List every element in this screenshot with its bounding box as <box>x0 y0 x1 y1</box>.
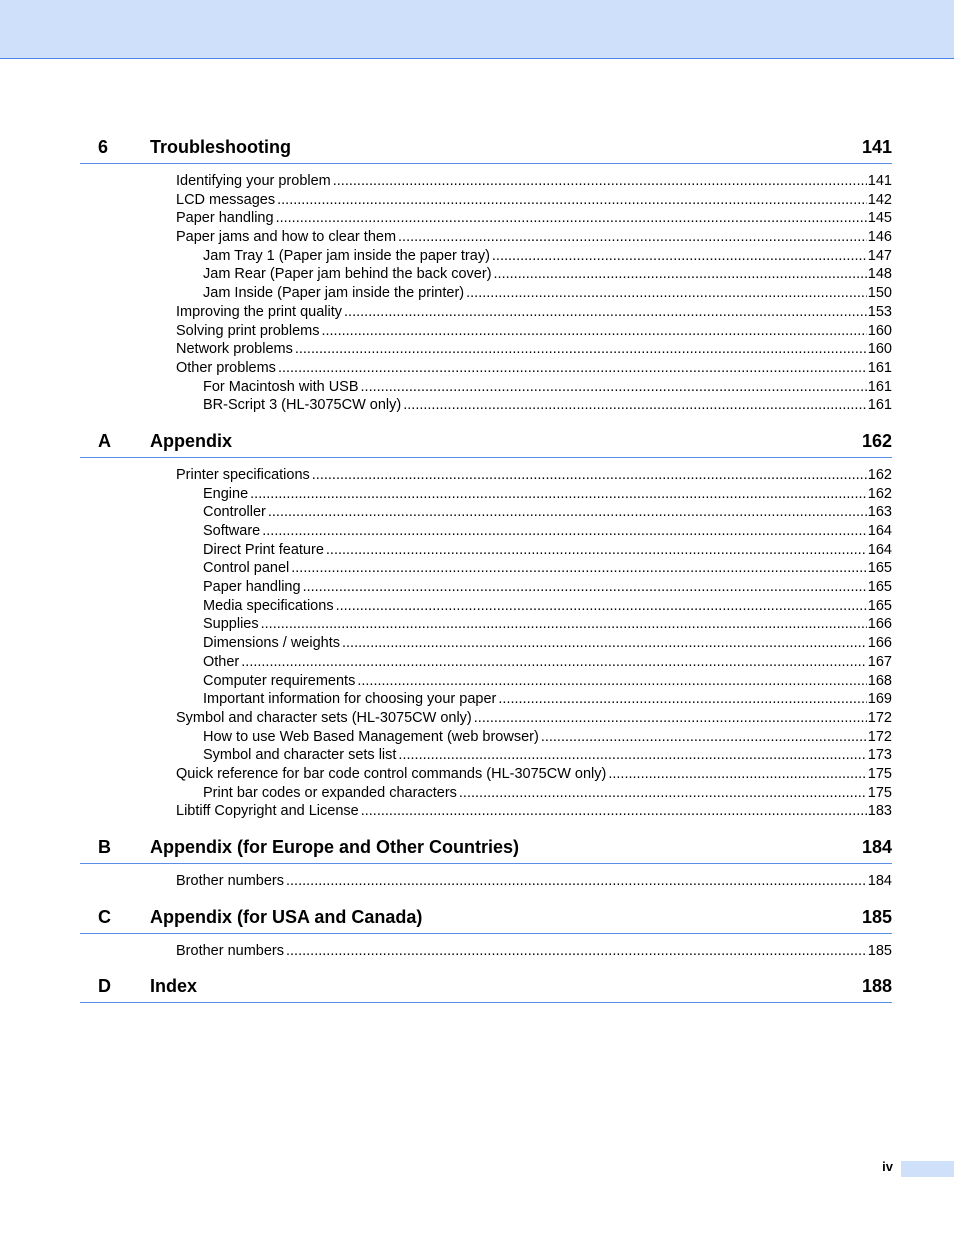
toc-entry-label: Important information for choosing your paper <box>203 691 497 708</box>
dot-leader <box>541 728 867 747</box>
dot-leader <box>494 265 867 284</box>
toc-entry-label: Other problems <box>176 359 276 376</box>
toc-entry-page-number: 165 <box>867 560 892 577</box>
toc-entry-label: Jam Tray 1 (Paper jam inside the paper tray) <box>203 247 490 264</box>
chapter-block <box>80 430 892 821</box>
toc-entry-page-number: 141 <box>867 173 892 189</box>
dot-leader <box>398 746 866 765</box>
toc-entry-label: Quick reference for bar code control commands (HL-3075CW only) <box>176 765 607 782</box>
toc-entry-label: Symbol and character sets (HL-3075CW only) <box>176 709 472 726</box>
entry-list <box>80 864 892 891</box>
dot-leader <box>398 228 867 247</box>
dot-leader <box>361 378 867 397</box>
dot-leader <box>286 942 867 961</box>
toc-entry-page-number: 145 <box>867 210 892 227</box>
chapter-number: 6 <box>98 137 109 157</box>
toc-entry-label: Media specifications <box>203 597 334 614</box>
toc-entry-label: Other <box>203 653 240 670</box>
toc-entry-page-number: 164 <box>867 541 892 558</box>
entry-list <box>80 458 892 821</box>
dot-leader <box>608 765 866 784</box>
chapter-title: Troubleshooting <box>150 137 291 157</box>
toc-entry-page-number: 162 <box>867 466 892 483</box>
toc-entry[interactable] <box>80 396 892 415</box>
toc-entry-label: Network problems <box>176 341 293 358</box>
chapter-block <box>80 975 892 1003</box>
toc-entry-label: LCD messages <box>176 191 276 208</box>
toc-entry[interactable] <box>80 690 892 709</box>
toc-entry[interactable] <box>80 284 892 303</box>
dot-leader <box>361 802 867 821</box>
dot-leader <box>459 784 867 803</box>
chapter-number: A <box>98 430 111 451</box>
dot-leader <box>312 466 867 485</box>
toc-entry-label: Control panel <box>203 560 290 577</box>
toc-entry[interactable] <box>80 209 892 228</box>
chapter-number: B <box>98 837 111 857</box>
toc-entry-label: Engine <box>203 485 249 502</box>
toc-entry-page-number: 160 <box>867 322 892 339</box>
toc-entry-page-number: 168 <box>867 672 892 689</box>
toc-entry[interactable] <box>80 191 892 210</box>
toc-entry[interactable] <box>80 541 892 560</box>
dot-leader <box>342 634 867 653</box>
chapter-page-number: 162 <box>861 430 892 451</box>
toc-entry-label: Jam Rear (Paper jam behind the back cover) <box>203 266 492 283</box>
toc-entry-label: How to use Web Based Management (web browser) <box>203 728 539 745</box>
toc-entry-page-number: 142 <box>867 191 892 208</box>
toc-entry[interactable] <box>80 322 892 341</box>
dot-leader <box>336 597 867 616</box>
toc-entry-page-number: 160 <box>867 341 892 358</box>
chapter-title: Index <box>150 976 198 997</box>
toc-entry[interactable] <box>80 872 892 891</box>
dot-leader <box>286 872 867 891</box>
chapter-number: D <box>98 976 111 997</box>
page-number: iv <box>882 1159 893 1174</box>
toc-entry-label: Identifying your problem <box>176 173 331 189</box>
toc-entry[interactable] <box>80 784 892 803</box>
toc-entry-page-number: 165 <box>867 579 892 596</box>
toc-entry-page-number: 175 <box>867 765 892 782</box>
toc-entry-label: Libtiff Copyright and License <box>176 803 359 820</box>
dot-leader <box>295 340 867 359</box>
toc-entry[interactable] <box>80 378 892 397</box>
toc-entry-page-number: 147 <box>867 247 892 264</box>
dot-leader <box>303 578 867 597</box>
toc-entry-page-number: 163 <box>867 504 892 521</box>
dot-leader <box>498 690 866 709</box>
toc-entry[interactable] <box>80 559 892 578</box>
toc-entry[interactable] <box>80 672 892 691</box>
toc-entry-label: Paper handling <box>203 579 301 596</box>
toc-entry-page-number: 162 <box>867 485 892 502</box>
dot-leader <box>321 322 866 341</box>
toc-entry-page-number: 185 <box>867 942 892 959</box>
dot-leader <box>492 247 867 266</box>
toc-entry-page-number: 148 <box>867 266 892 283</box>
chapter-page-number: 141 <box>861 137 892 157</box>
toc-entry-page-number: 150 <box>867 285 892 302</box>
toc-entry[interactable] <box>80 359 892 378</box>
toc-entry-label: Computer requirements <box>203 672 356 689</box>
toc-entry[interactable] <box>80 503 892 522</box>
chapter-title: Appendix <box>150 430 233 451</box>
toc-entry-page-number: 183 <box>867 803 892 820</box>
header-band <box>0 0 954 59</box>
toc-entry-label: Brother numbers <box>176 942 284 959</box>
toc-entry-page-number: 166 <box>867 616 892 633</box>
toc-entry-label: Printer specifications <box>176 466 310 483</box>
dot-leader <box>333 172 867 191</box>
dot-leader <box>291 559 867 578</box>
toc-entry[interactable] <box>80 802 892 821</box>
toc-entry-label: Symbol and character sets list <box>203 747 397 764</box>
toc-entry[interactable] <box>80 634 892 653</box>
dot-leader <box>278 359 867 378</box>
toc-entry-page-number: 164 <box>867 523 892 539</box>
toc-entry-label: Solving print problems <box>176 322 320 339</box>
toc-entry-page-number: 161 <box>867 397 892 414</box>
chapter-block <box>80 136 892 415</box>
toc-entry[interactable] <box>80 746 892 765</box>
chapter-heading[interactable] <box>80 906 892 934</box>
toc-entry-page-number: 161 <box>867 359 892 376</box>
toc-entry-label: Print bar codes or expanded characters <box>203 784 457 801</box>
dot-leader <box>474 709 867 728</box>
table-of-contents <box>80 136 892 1018</box>
toc-entry[interactable] <box>80 653 892 672</box>
toc-entry-page-number: 167 <box>867 653 892 670</box>
toc-entry[interactable] <box>80 578 892 597</box>
dot-leader <box>276 209 867 228</box>
chapter-block <box>80 836 892 891</box>
dot-leader <box>241 653 867 672</box>
toc-entry-label: BR-Script 3 (HL-3075CW only) <box>203 397 402 414</box>
toc-entry[interactable] <box>80 728 892 747</box>
toc-entry-page-number: 184 <box>867 873 892 889</box>
toc-entry[interactable] <box>80 597 892 616</box>
entry-list <box>80 164 892 415</box>
toc-entry-page-number: 175 <box>867 784 892 801</box>
chapter-heading[interactable] <box>80 430 892 458</box>
toc-entry-label: Controller <box>203 504 266 521</box>
chapter-number: C <box>98 906 111 927</box>
chapter-page-number: 184 <box>861 837 892 857</box>
toc-entry-label: Paper handling <box>176 210 274 227</box>
toc-entry[interactable] <box>80 172 892 191</box>
dot-leader <box>326 541 867 560</box>
dot-leader <box>262 522 867 541</box>
toc-entry-page-number: 173 <box>867 747 892 764</box>
toc-entry-page-number: 172 <box>867 728 892 745</box>
entry-list <box>80 934 892 961</box>
toc-entry-label: Jam Inside (Paper jam inside the printer) <box>203 285 465 302</box>
toc-entry[interactable] <box>80 942 892 961</box>
chapter-title: Appendix (for USA and Canada) <box>150 906 423 927</box>
chapter-page-number: 185 <box>861 906 892 927</box>
toc-entry-page-number: 169 <box>867 691 892 708</box>
toc-entry-label: Direct Print feature <box>203 541 324 558</box>
dot-leader <box>466 284 867 303</box>
toc-entry-page-number: 172 <box>867 709 892 726</box>
toc-entry-page-number: 165 <box>867 597 892 614</box>
toc-entry-label: For Macintosh with USB <box>203 378 359 395</box>
dot-leader <box>268 503 867 522</box>
chapter-block <box>80 906 892 961</box>
toc-entry-page-number: 153 <box>867 303 892 320</box>
toc-entry[interactable] <box>80 340 892 359</box>
toc-entry[interactable] <box>80 615 892 634</box>
toc-entry[interactable] <box>80 485 892 504</box>
dot-leader <box>403 396 867 415</box>
chapter-heading[interactable] <box>80 136 892 164</box>
dot-leader <box>261 615 867 634</box>
toc-entry-page-number: 146 <box>867 229 892 246</box>
toc-entry[interactable] <box>80 303 892 322</box>
toc-entry-page-number: 166 <box>867 635 892 652</box>
toc-entry[interactable] <box>80 765 892 784</box>
toc-entry[interactable] <box>80 522 892 541</box>
footer-tab <box>901 1161 954 1177</box>
toc-entry-label: Paper jams and how to clear them <box>176 229 397 246</box>
dot-leader <box>344 303 867 322</box>
toc-entry-label: Software <box>203 523 261 539</box>
chapter-page-number: 188 <box>861 976 892 997</box>
dot-leader <box>277 191 867 210</box>
toc-entry-label: Supplies <box>203 616 259 633</box>
toc-entry-label: Brother numbers <box>176 873 284 889</box>
toc-entry-label: Dimensions / weights <box>203 635 340 652</box>
chapter-heading[interactable] <box>80 975 892 1003</box>
dot-leader <box>250 485 867 504</box>
toc-entry[interactable] <box>80 228 892 247</box>
toc-entry[interactable] <box>80 709 892 728</box>
chapter-title: Appendix (for Europe and Other Countries) <box>150 837 520 857</box>
toc-entry-page-number: 161 <box>867 378 892 395</box>
toc-entry[interactable] <box>80 265 892 284</box>
toc-entry-label: Improving the print quality <box>176 303 343 320</box>
chapter-heading[interactable] <box>80 836 892 864</box>
toc-entry[interactable] <box>80 247 892 266</box>
dot-leader <box>357 672 866 691</box>
toc-entry[interactable] <box>80 466 892 485</box>
